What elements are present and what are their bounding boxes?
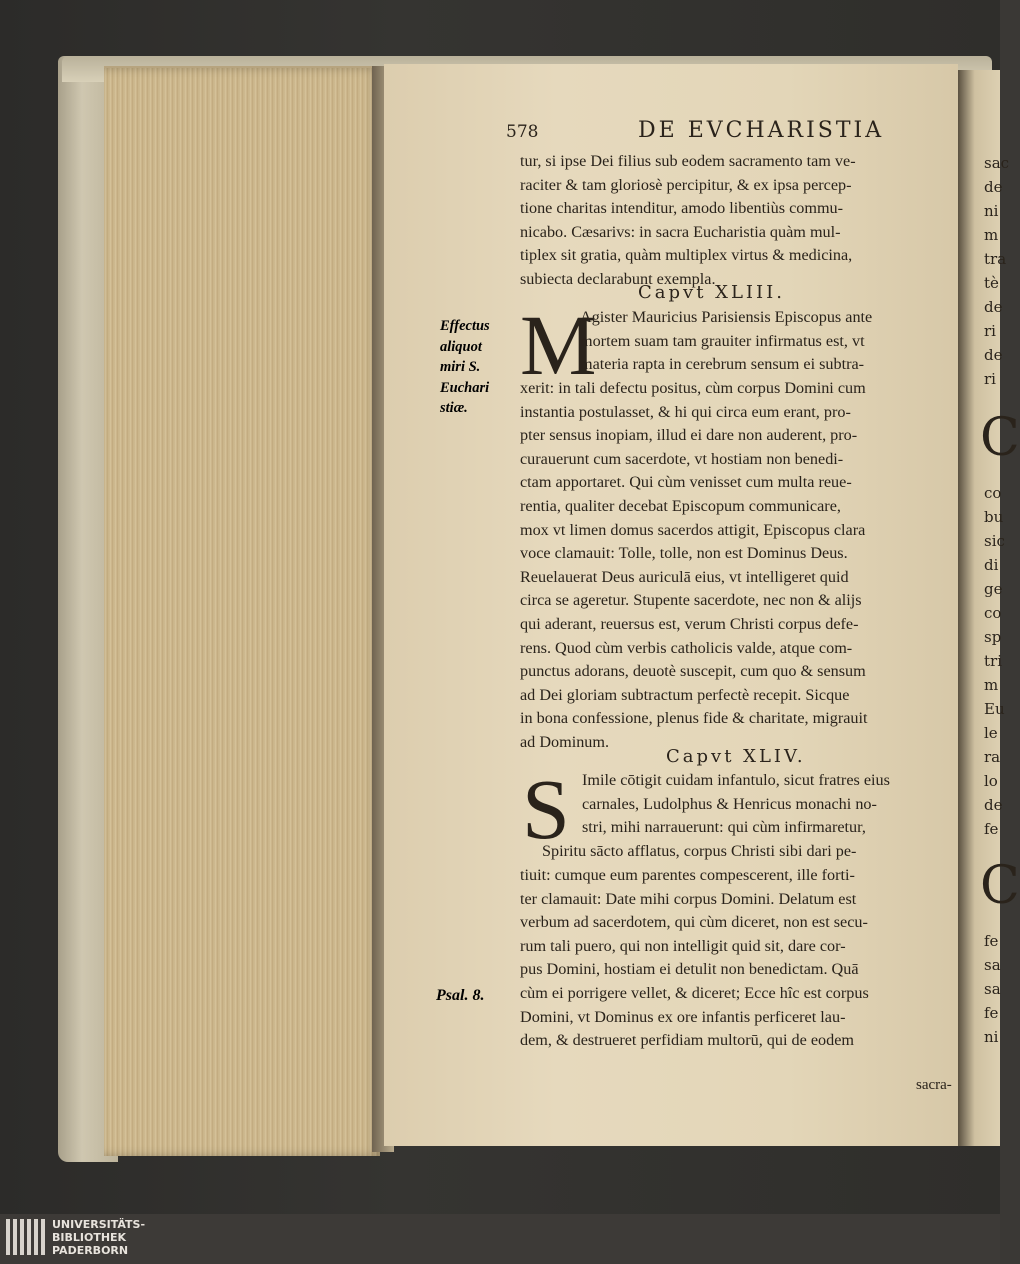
text-line: carnales, Ludolphus & Henricus monachi no- (582, 794, 877, 813)
text-line: verbum ad sacerdotem, qui cùm diceret, non est secu- (520, 913, 868, 932)
fragment-text: fe (984, 932, 999, 950)
page-edges (104, 68, 380, 1156)
text-line: instantia postulasset, & hi qui circa eum erant, pro- (520, 402, 851, 421)
chapter-43-initial: M (520, 297, 597, 393)
text-line: rum tali puero, qui non intelligit quid sit, dare cor- (520, 936, 846, 955)
text-line: curauerunt cum sacerdote, vt hostiam non benedi- (520, 449, 844, 468)
fragment-text: co (984, 604, 1002, 622)
text-line: ad Dominum. (520, 732, 610, 751)
text-line: qui aderant, reuersus est, verum Christi corpus defe- (520, 614, 859, 633)
text-line: tur, si ipse Dei filius sub eodem sacramento tam ve- (520, 152, 856, 170)
book-page (384, 64, 958, 1146)
text-line: xerit: in tali defectu positus, cùm corpus Domini cum (520, 379, 866, 397)
marginal-line: stiæ. (440, 400, 468, 416)
fragment-text: ni (984, 1028, 999, 1046)
fragment-text: de (984, 796, 1003, 814)
marginal-line: miri S. (440, 359, 481, 375)
intro-paragraph (520, 150, 952, 292)
text-line: tiuit: cumque eum parentes compescerent, ille forti- (520, 866, 855, 884)
page-number: 578 (506, 122, 539, 142)
text-line: mortem suam tam grauiter infirmatus est, vt (580, 331, 865, 350)
fragment-text: le (984, 724, 998, 742)
text-line: in bona confessione, plenus fide & charitate, migrauit (520, 709, 868, 728)
fragment-initial: C (980, 856, 1020, 916)
fragment-text: sa (984, 956, 1001, 974)
text-line: dem, & destrueret perfidiam multorū, qui de eodem (520, 1031, 854, 1050)
marginal-note-effectus (440, 316, 490, 419)
marginal-line: Euchari (440, 379, 490, 396)
text-line: materia rapta in cerebrum sensum ei subtra- (580, 355, 865, 374)
text-line: circa se ageretur. Stupente sacerdote, nec non & alijs (520, 591, 862, 610)
text-line: Agister Mauricius Parisiensis Episcopus ante (580, 308, 873, 326)
logo-line: PADERBORN (52, 1244, 129, 1257)
running-head: DE EVCHARISTIA (638, 118, 885, 143)
library-logo-text (52, 1218, 145, 1257)
marginal-note-psalm: Psal. 8. (436, 987, 485, 1004)
catchword: sacra- (916, 1077, 952, 1093)
text-line: ad Dei gloriam subtractum perfectè recepit. Sicque (520, 685, 850, 704)
fragment-text: de (984, 346, 1003, 364)
fragment-text: ri (984, 370, 996, 388)
fragment-text: sic (984, 532, 1005, 550)
fragment-text: ge (984, 580, 1003, 598)
text-line: Spiritu sācto afflatus, corpus Christi sibi dari pe- (542, 842, 857, 860)
logo-line: UNIVERSITÄTS- (52, 1218, 146, 1231)
text-line: rens. Quod cùm verbis catholicis valde, atque com- (520, 638, 853, 657)
text-line: stri, mihi narrauerunt: qui cùm infirmaretur, (582, 818, 866, 837)
logo-line: BIBLIOTHEK (52, 1231, 127, 1244)
text-line: Domini, vt Dominus ex ore infantis perficeret lau- (520, 1007, 846, 1026)
fragment-initial: C (980, 408, 1020, 468)
text-line: nicabo. Cæsarivs: in sacra Eucharistia quàm mul- (520, 222, 841, 241)
fragment-text: ra (984, 748, 1001, 766)
text-line: mox vt limen domus sacerdos attigit, Episcopus clara (520, 520, 866, 539)
text-line: ctam apportaret. Qui cùm venisset cum multa reue- (520, 473, 852, 492)
right-page-fragment (958, 70, 1020, 1146)
library-logo-icon (6, 1219, 48, 1255)
chapter-43-title: Capvt XLIII. (638, 282, 785, 303)
fragment-text: de (984, 298, 1003, 316)
fragment-text: m (984, 676, 999, 694)
text-line: rentia, qualiter decebat Episcopum communicare, (520, 496, 841, 515)
text-line: subiecta declarabunt exempla. (520, 269, 716, 288)
text-line: pter sensus inopiam, illud ei dare non auderent, pro- (520, 426, 858, 445)
chapter-44-indented-lines (582, 769, 952, 840)
marginal-line: Effectus (440, 318, 490, 334)
text-line: ter clamauit: Date mihi corpus Domini. Delatum est (520, 889, 857, 908)
text-line: Imile cōtigit cuidam infantulo, sicut fratres eius (582, 771, 890, 789)
chapter-44-body-first (542, 840, 952, 864)
text-line: raciter & tam gloriosè percipitur, & ex ipsa percep- (520, 175, 852, 194)
text-line: Reuelauerat Deus auriculā eius, vt intelligeret quid (520, 567, 849, 586)
chapter-43-indented-lines (580, 306, 952, 377)
text-line: pus Domini, hostiam ei detulit non benedictam. Quā (520, 960, 859, 979)
chapter-43-body (520, 377, 952, 755)
fragment-text: tra (984, 250, 1007, 268)
chapter-44-title: Capvt XLIV. (666, 746, 806, 767)
library-footer (0, 1214, 1000, 1264)
chapter-44-body (520, 864, 952, 1053)
marginal-line: aliquot (440, 338, 482, 355)
fragment-text: m (984, 226, 999, 244)
fragment-text: fe (984, 1004, 999, 1022)
text-line: tiplex sit gratia, quàm multiplex virtus & medicina, (520, 246, 853, 265)
fragment-text: de (984, 178, 1003, 196)
fragment-text: tè (984, 274, 999, 292)
fragment-text: bu (984, 508, 1004, 526)
chapter-44-initial: S (522, 761, 570, 857)
fragment-text: ri (984, 322, 996, 340)
text-line: punctus adorans, deuotè suscepit, cum quo & sensum (520, 662, 866, 681)
fragment-text: Eu (984, 700, 1005, 718)
fragment-text: co (984, 484, 1002, 502)
text-line: cùm ei porrigere vellet, & diceret; Ecce hîc est corpus (520, 983, 869, 1002)
fragment-text: fe (984, 820, 999, 838)
fragment-text: sp (984, 628, 1002, 646)
text-line: voce clamauit: Tolle, tolle, non est Dominus Deus. (520, 544, 848, 563)
fragment-text: lo (984, 772, 998, 790)
fragment-text: di (984, 556, 999, 574)
text-line: tione charitas intenditur, amodo libentiùs commu- (520, 199, 844, 218)
fragment-text: sac (984, 154, 1010, 172)
fragment-text: tri (984, 652, 1002, 670)
fragment-text: sa (984, 980, 1001, 998)
fragment-text: ni (984, 202, 999, 220)
